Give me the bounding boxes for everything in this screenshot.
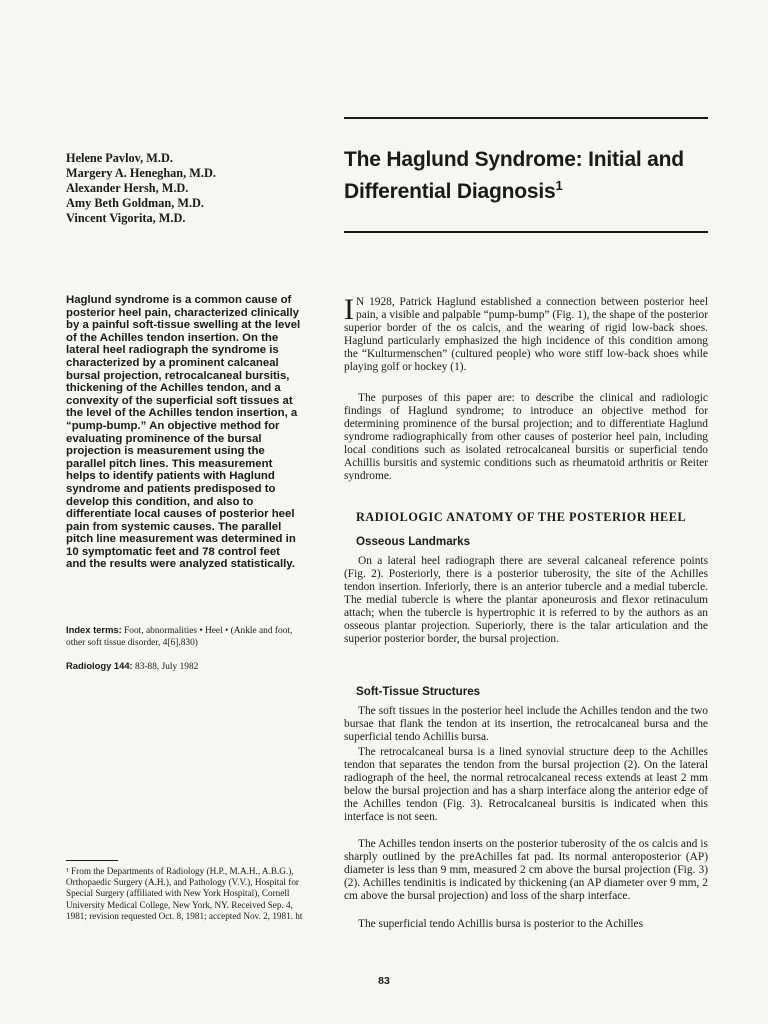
footnote-rule (66, 860, 118, 861)
citation-label: Radiology 144: (66, 660, 133, 671)
index-terms-label: Index terms: (66, 624, 122, 635)
author-name: Amy Beth Goldman, M.D. (66, 195, 204, 210)
title-top-rule (344, 117, 708, 119)
author-name: Helene Pavlov, M.D. (66, 151, 173, 165)
article-title-text: The Haglund Syndrome: Initial and Differential Diagnosis (344, 148, 684, 203)
author-list (66, 151, 326, 226)
superficial-bursa-paragraph: The superficial tendo Achillis bursa is posterior to the Achilles (358, 918, 644, 930)
footnote: ¹ From the Departments of Radiology (H.P., M.A.H., A.B.G.), Orthopaedic Surgery (A.H.), and Pathology (V.V.), Hospital for Special Surgery (affiliated with New York Hospital), Cornell University Medical College, New York, NY. Received Sep. 4, 1981; revision requested Oct. 8, 1981; accepted Nov. 2, 1981. ht (66, 866, 303, 921)
author-name: Margery A. Heneghan, M.D. (66, 165, 216, 180)
abstract: Haglund syndrome is a common cause of posterior heel pain, characterized clinically by a painful soft-tissue swelling at the level of the Achilles tendon insertion. On the lateral heel radiograph the syndrome is characterized by a prominent calcaneal bursal projection, retrocalcaneal bursitis, thickening of the Achilles tendon, and a convexity of the superficial soft tissues at the level of the Achilles tendon insertion, a “pump-bump.” An objective method for evaluating prominence of the bursal projection is measurement using the parallel pitch lines. This measurement helps to identify patients with Haglund syndrome and patients predisposed to develop this condition, and also to differentiate local causes of posterior heel pain from systemic causes. The parallel pitch line measurement was determined in 10 symptomatic feet and 78 control feet and the results were analyzed statistically. (66, 294, 301, 571)
citation-text: 83-88, July 1982 (135, 662, 199, 672)
drop-cap: I (344, 293, 354, 326)
author-name: Vincent Vigorita, M.D. (66, 210, 186, 225)
intro-paragraph (344, 293, 708, 374)
subheading-soft-tissue: Soft-Tissue Structures (356, 685, 481, 698)
achilles-paragraph: The Achilles tendon inserts on the posterior tuberosity of the os calcis and is sharply outlined by the preAchilles fat pad. Its normal anteroposterior (AP) diameter is less than 9 mm, measured 2 cm above the bursal projection (Fig. 3) (2). Achilles tendinitis is indicated by thickening (an AP diameter over 9 mm, 2 cm above the bursal projection) and loss of the sharp interface. (344, 838, 708, 902)
soft-tissue-paragraph: The soft tissues in the posterior heel include the Achilles tendon and the two bursae that flank the tendon at its insertion, the retrocalcaneal bursa and the superficial tendo Achillis bursa. (344, 705, 708, 743)
title-footnote-marker: 1 (555, 178, 563, 193)
index-terms-text: Foot, abnormalities • Heel • (Ankle and foot, other soft tissue disorder, 4[6].830) (66, 626, 293, 648)
index-terms (66, 624, 306, 649)
author-name: Alexander Hersh, M.D. (66, 180, 189, 195)
article-title (344, 144, 724, 208)
section-heading: RADIOLOGIC ANATOMY OF THE POSTERIOR HEEL (356, 510, 687, 524)
title-bottom-rule (344, 231, 708, 233)
subheading-osseous: Osseous Landmarks (356, 535, 471, 548)
retrocalcaneal-paragraph: The retrocalcaneal bursa is a lined synovial structure deep to the Achilles tendon that separates the tendon from the bursal projection (2). On the lateral radiograph of the heel, the normal retrocalcaneal recess extends at least 2 mm below the bursal projection and has a sharp interface along the anterior edge of the Achilles tendon (Fig. 3). Retrocalcaneal bursitis is indicated when this interface is not seen. (344, 746, 708, 823)
purpose-paragraph: The purposes of this paper are: to describe the clinical and radiologic findings of Haglund syndrome; to introduce an objective method for determining prominence of the bursal projection; and to differentiate Haglund syndrome radiographically from other causes of posterior heel pain, including local conditions such as isolated retrocalcaneal bursitis or superficial tendo Achillis bursitis and systemic conditions such as rheumatoid arthritis or Reiter syndrome. (344, 392, 708, 482)
citation (66, 660, 306, 673)
intro-paragraph-text: N 1928, Patrick Haglund established a connection between posterior heel pain, a visible and palpable “pump-bump” (Fig. 1), the shape of the posterior superior border of the os calcis, and the wearing of rigid low-back shoes. Haglund particularly emphasized the high incidence of this condition among the “Kulturmenschen” (cultured people) who wore stiff low-back shoes while playing golf or hockey (1). (344, 296, 708, 373)
osseous-paragraph: On a lateral heel radiograph there are several calcaneal reference points (Fig. 2). Posteriorly, there is a posterior tuberosity, the site of the Achilles tendon insertion. Inferiorly, there is an anterior tubercle and a medial tubercle. The medial tubercle is where the plantar aponeurosis and flexor retinaculum attach; when the tubercle is hypertrophic it is referred to by the authors as an osseous plantar projection. Superiorly, there is the talar articulation and the superior posterior border, the bursal projection. (344, 555, 708, 645)
page-number: 83 (378, 975, 390, 987)
